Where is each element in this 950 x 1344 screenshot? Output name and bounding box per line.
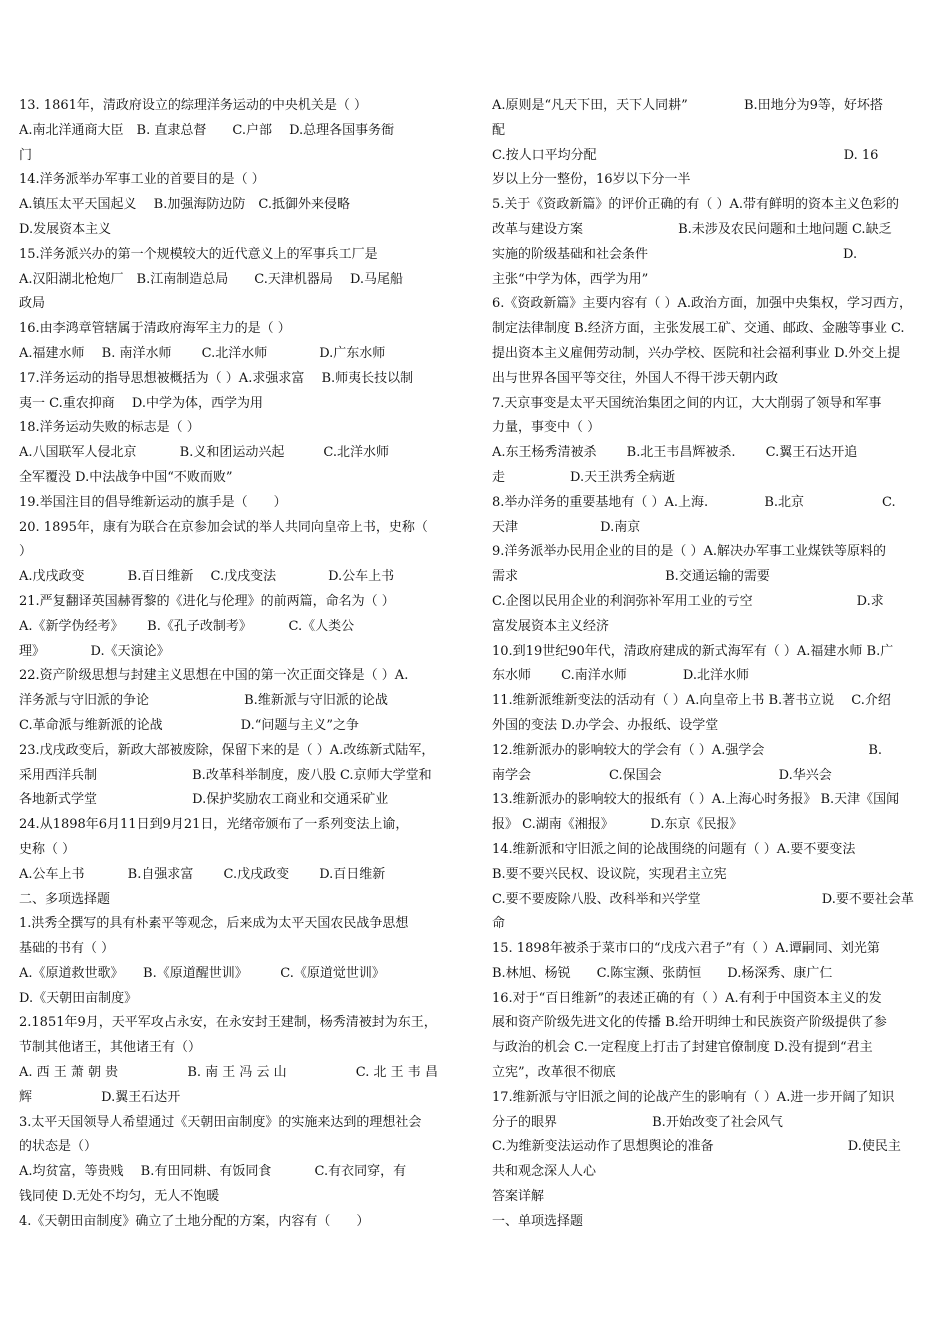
text-line: 节制其他诸王，其他诸王有（）	[19, 1040, 202, 1056]
text-line: 19.举国注目的倡导维新运动的旗手是（ ）	[19, 494, 287, 510]
text-line: 全军覆没 D.中法战争中国“不败而败”	[19, 469, 233, 485]
text-line: C.要不要废除八股、改科举和兴学堂 D.要不要社会革	[492, 891, 914, 907]
right-column	[492, 94, 932, 1235]
text-line: A.东王杨秀清被杀 B.北王韦昌辉被杀. C.翼王石达开追	[492, 445, 858, 461]
text-line: 二、多项选择题	[19, 891, 111, 907]
text-line: 改革与建设方案 B.未涉及农民问题和土地问题 C.缺乏	[492, 221, 892, 237]
text-line: 15.洋务派兴办的第一个规模较大的近代意义上的军事兵工厂是	[19, 246, 378, 262]
text-line: 出与世界各国平等交往，外国人不得干涉天朝内政	[492, 370, 779, 386]
text-line: 14.维新派和守旧派之间的论战围绕的问题有（ ）A.要不要变法	[492, 841, 856, 857]
text-line: 5.关于《资政新篇》的评价正确的有（ ）A.带有鲜明的资本主义色彩的	[492, 197, 900, 213]
text-line: 23.戊戌政变后，新政大部被废除，保留下来的是（ ）A.改练新式陆军，	[19, 742, 435, 758]
text-line: 分子的眼界 B.开始改变了社会风气	[492, 1114, 783, 1130]
text-line: 主张“中学为体，西学为用”	[492, 271, 649, 287]
text-line: D.发展资本主义	[19, 221, 112, 237]
text-line: 18.洋务运动失败的标志是（ ）	[19, 420, 200, 436]
text-line: 夷一 C.重农抑商 D.中学为体，西学为用	[19, 395, 263, 411]
text-line: A.《新学伪经考》 B.《孔子改制考》 C.《人类公	[19, 618, 355, 634]
text-line: A.原则是“凡天下田，天下人同耕” B.田地分为9等，好坏搭	[492, 98, 883, 113]
text-line: A.八国联军人侵北京 B.义和团运动兴起 C.北洋水师	[19, 445, 389, 461]
text-line: 2.1851年9月，天平军攻占永安，在永安封王建制，杨秀清被封为东王，	[19, 1015, 437, 1031]
text-line: 辉 D.翼王石达开	[19, 1089, 181, 1105]
text-line: C.革命派与维新派的论战 D.“问题与主义”之争	[19, 717, 359, 733]
text-line: 配	[492, 122, 506, 138]
text-line: A.镇压太平天国起义 B.加强海防边防 C.抵御外来侵略	[19, 197, 350, 213]
text-line: 立宪”，改革很不彻底	[492, 1065, 616, 1081]
text-line: 理》 D.《天演论》	[19, 643, 170, 659]
text-line: 15. 1898年被杀于菜市口的“戊戌六君子”有（ ）A.谭嗣同、刘光第	[492, 941, 880, 957]
text-line: 22.资产阶级思想与封建主义思想在中国的第一次正面交锋是（ ）A.	[19, 668, 409, 684]
text-line: 4.《天朝田亩制度》确立了土地分配的方案，内容有（ ）	[19, 1213, 370, 1229]
text-line: 17.洋务运动的指导思想被概括为（ ）A.求强求富 B.师夷长技以制	[19, 370, 414, 386]
left-column	[19, 94, 459, 1235]
text-line: 13.维新派办的影响较大的报纸有（ ）A.上海心时务报》 B.天津《国闻	[492, 792, 900, 808]
text-line: D.《天朝田亩制度》	[19, 990, 138, 1006]
text-line: 24.从1898年6月11日到9月21日，光绪帝颁布了一系列变法上谕，	[19, 817, 409, 833]
text-line: 实施的阶级基础和社会条件 D.	[492, 246, 858, 262]
text-line: 1.洪秀全撰写的具有朴素平等观念，后来成为太平天国农民战争思想	[19, 916, 409, 932]
text-line: 门	[19, 147, 33, 163]
text-line: 12.维新派办的影响较大的学会有（ ）A.强学会 B.	[492, 742, 883, 758]
text-line: A.戊戌政变 B.百日维新 C.戊戌变法 D.公车上书	[19, 569, 395, 585]
text-line: 东水师 C.南洋水师 D.北洋水师	[492, 668, 749, 684]
text-line: 与政治的机会 C.一定程度上打击了封建官僚制度 D.没有提到“君主	[492, 1040, 873, 1056]
text-line: 富发展资本主义经济	[492, 618, 610, 634]
text-line: 一、单项选择题	[492, 1213, 584, 1229]
text-line: A.汉阳湖北枪炮厂 B.江南制造总局 C.天津机器局 D.马尾船	[19, 271, 404, 287]
text-line: 外国的变法 D.办学会、办报纸、设学堂	[492, 717, 719, 733]
text-line: 命	[492, 916, 506, 932]
text-line: 基础的书有（ ）	[19, 941, 115, 957]
text-line: A. 西 王 萧 朝 贵 B. 南 王 冯 云 山 C. 北 王 韦 昌	[19, 1065, 438, 1081]
text-line: 需求 B.交通运输的需要	[492, 569, 770, 585]
text-line: 10.到19世纪90年代，清政府建成的新式海军有（ ）A.福建水师 B.广	[492, 643, 894, 659]
text-line: C.按人口平均分配 D. 16	[492, 147, 879, 163]
text-line: A.均贫富，等贵贱 B.有田同耕、有饭同食 C.有衣同穿，有	[19, 1164, 407, 1180]
text-line: 制定法律制度 B.经济方面，主张发展工矿、交通、邮政、金融等事业 C.	[492, 321, 905, 337]
text-line: 8.举办洋务的重要基地有（ ）A.上海. B.北京 C.	[492, 494, 896, 510]
text-line: 11.维新派维新变法的活动有（ ）A.向皇帝上书 B.著书立说 C.介绍	[492, 693, 891, 709]
text-line: 17.维新派与守旧派之间的论战产生的影响有（ ）A.进一步开阔了知识	[492, 1089, 895, 1105]
text-line: 展和资产阶级先进文化的传播 B.给开明绅士和民族资产阶级提供了参	[492, 1015, 887, 1031]
text-line: 9.洋务派举办民用企业的目的是（ ）A.解决办军事工业煤铁等原料的	[492, 544, 887, 560]
text-line: 3.太平天国领导人希望通过《天朝田亩制度》的实施来达到的理想社会	[19, 1114, 422, 1130]
text-line: A.公车上书 B.自强求富 C.戊戌政变 D.百日维新	[19, 866, 386, 882]
text-line: 采用西洋兵制 B.改革科举制度，废八股 C.京师大学堂和	[19, 767, 432, 783]
text-line: 21.严复翻译英国赫胥黎的《进化与伦理》的前两篇，命名为（ ）	[19, 593, 395, 609]
text-line: C.为维新变法运动作了思想舆论的准备 D.使民主	[492, 1139, 901, 1155]
text-line: 岁以上分一整份，16岁以下分一半	[492, 172, 691, 188]
text-line: 20. 1895年，康有为联合在京参加会试的举人共同向皇帝上书，史称（	[19, 519, 428, 535]
text-line: 6.《资政新篇》主要内容有（ ）A.政治方面，加强中央集权，学习西方，	[492, 296, 913, 312]
text-line: 南学会 C.保国会 D.华兴会	[492, 767, 832, 783]
text-line: 走 D.天王洪秀全病逝	[492, 469, 676, 485]
text-line: 共和观念深人人心	[492, 1164, 597, 1180]
text-line: 提出资本主义雇佣劳动制，兴办学校、医院和社会福利事业 D.外交上提	[492, 345, 901, 361]
text-line: 史称（ ）	[19, 841, 76, 857]
text-line: 13. 1861年，清政府设立的综理洋务运动的中央机关是（ ）	[19, 98, 368, 113]
text-line: 16.由李鸿章管辖属于清政府海军主力的是（ ）	[19, 321, 291, 337]
text-line: 7.天京事变是太平天国统治集团之间的内讧，大大削弱了领导和军事	[492, 395, 882, 411]
text-line: 报》 C.湖南《湘报》 D.东京《民报》	[492, 817, 743, 833]
text-line: 天津 D.南京	[492, 519, 641, 535]
text-line: B.要不要兴民权、设议院，实现君主立宪	[492, 866, 727, 882]
text-line: B.林旭、杨锐 C.陈宝濒、张荫恒 D.杨深秀、康广仁	[492, 965, 833, 981]
text-line: 力量，事变中（ ）	[492, 420, 601, 436]
text-line: A.《原道救世歌》 B.《原道醒世训》 C.《原道觉世训》	[19, 965, 385, 981]
text-line: C.企图以民用企业的利润弥补军用工业的亏空 D.求	[492, 593, 884, 609]
text-line: 各地新式学堂 D.保护奖励农工商业和交通采矿业	[19, 792, 389, 808]
text-line: 的状态是（）	[19, 1139, 98, 1155]
text-line: 钱同使 D.无处不均匀，无人不饱暖	[19, 1189, 220, 1205]
text-line: 政局	[19, 296, 46, 312]
text-line: A.福建水师 B. 南洋水师 C.北洋水师 D.广东水师	[19, 345, 386, 361]
text-line: ）	[19, 544, 33, 560]
text-line: A.南北洋通商大臣 B. 直隶总督 C.户部 D.总理各国事务衙	[19, 122, 395, 138]
text-line: 洋务派与守旧派的争论 B.维新派与守旧派的论战	[19, 693, 388, 709]
text-line: 14.洋务派举办军事工业的首要目的是（ ）	[19, 172, 265, 188]
text-line: 答案详解	[492, 1189, 545, 1205]
text-line: 16.对于“百日维新”的表述正确的有（ ）A.有利于中国资本主义的发	[492, 990, 882, 1006]
